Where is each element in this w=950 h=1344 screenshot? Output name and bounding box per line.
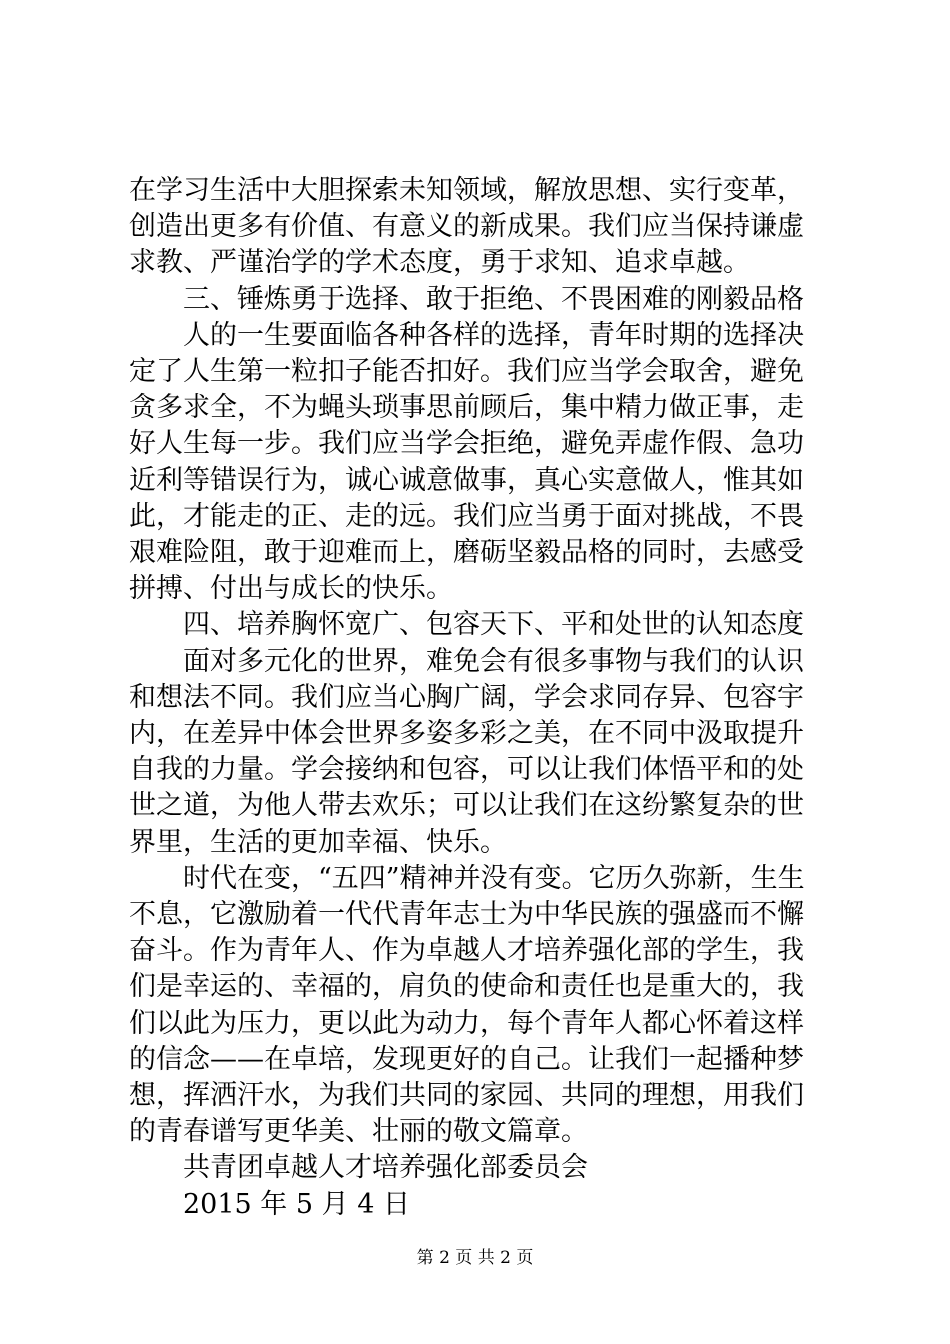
heading-section-three: 三、锤炼勇于选择、敢于拒绝、不畏困难的刚毅品格 (183, 283, 804, 315)
paragraph-tolerance: 面对多元化的世界，难免会有很多事物与我们的认识和想法不同。我们应当心胸广阔，学会求同存异、包容宇内，在差异中体会世界多姿多彩之美，在不同中汲取提升自我的力量。学会接纳和包容，可以让我们体悟平和的处世之道，为他人带去欢乐；可以让我们在这纷繁复杂的世界里，生活的更加幸福、快乐。 (129, 645, 804, 858)
signature-line: 共青团卓越人才培养强化部委员会 (183, 1152, 588, 1184)
heading-section-four: 四、培养胸怀宽广、包容天下、平和处世的认知态度 (183, 609, 804, 641)
date-line: 2015 年 5 月 4 日 (183, 1188, 410, 1220)
page-footer: 第 2 页 共 2 页 (416, 1248, 534, 1268)
paragraph-choices: 人的一生要面临各种各样的选择，青年时期的选择决定了人生第一粒扣子能否扣好。我们应当学会取舍，避免贪多求全，不为蝇头琐事思前顾后，集中精力做正事，走好人生每一步。我们应当学会拒绝，避免弄虚作假、急功近利等错误行为，诚心诚意做事，真心实意做人，惟其如此，才能走的正、走的远。我们应当勇于面对挑战，不畏艰难险阻，敢于迎难而上，磨砺坚毅品格的同时，去感受拼搏、付出与成长的快乐。 (129, 319, 804, 605)
document-body (129, 173, 829, 1223)
paragraph-conclusion: 时代在变，“五四”精神并没有变。它历久弥新，生生不息，它激励着一代代青年志士为中华民族的强盛而不懈奋斗。作为青年人、作为卓越人才培养强化部的学生，我们是幸运的、幸福的，肩负的使命和责任也是重大的，我们以此为压力，更以此为动力，每个青年人都心怀着这样的信念——在卓培，发现更好的自己。让我们一起播种梦想，挥洒汗水，为我们共同的家园、共同的理想，用我们的青春谱写更华美、壮丽的敬文篇章。 (129, 862, 805, 1148)
paragraph-study-excellence: 在学习生活中大胆探索未知领域，解放思想、实行变革，创造出更多有价值、有意义的新成果。我们应当保持谦虚求教、严谨治学的学术态度，勇于求知、追求卓越。 (129, 175, 804, 279)
